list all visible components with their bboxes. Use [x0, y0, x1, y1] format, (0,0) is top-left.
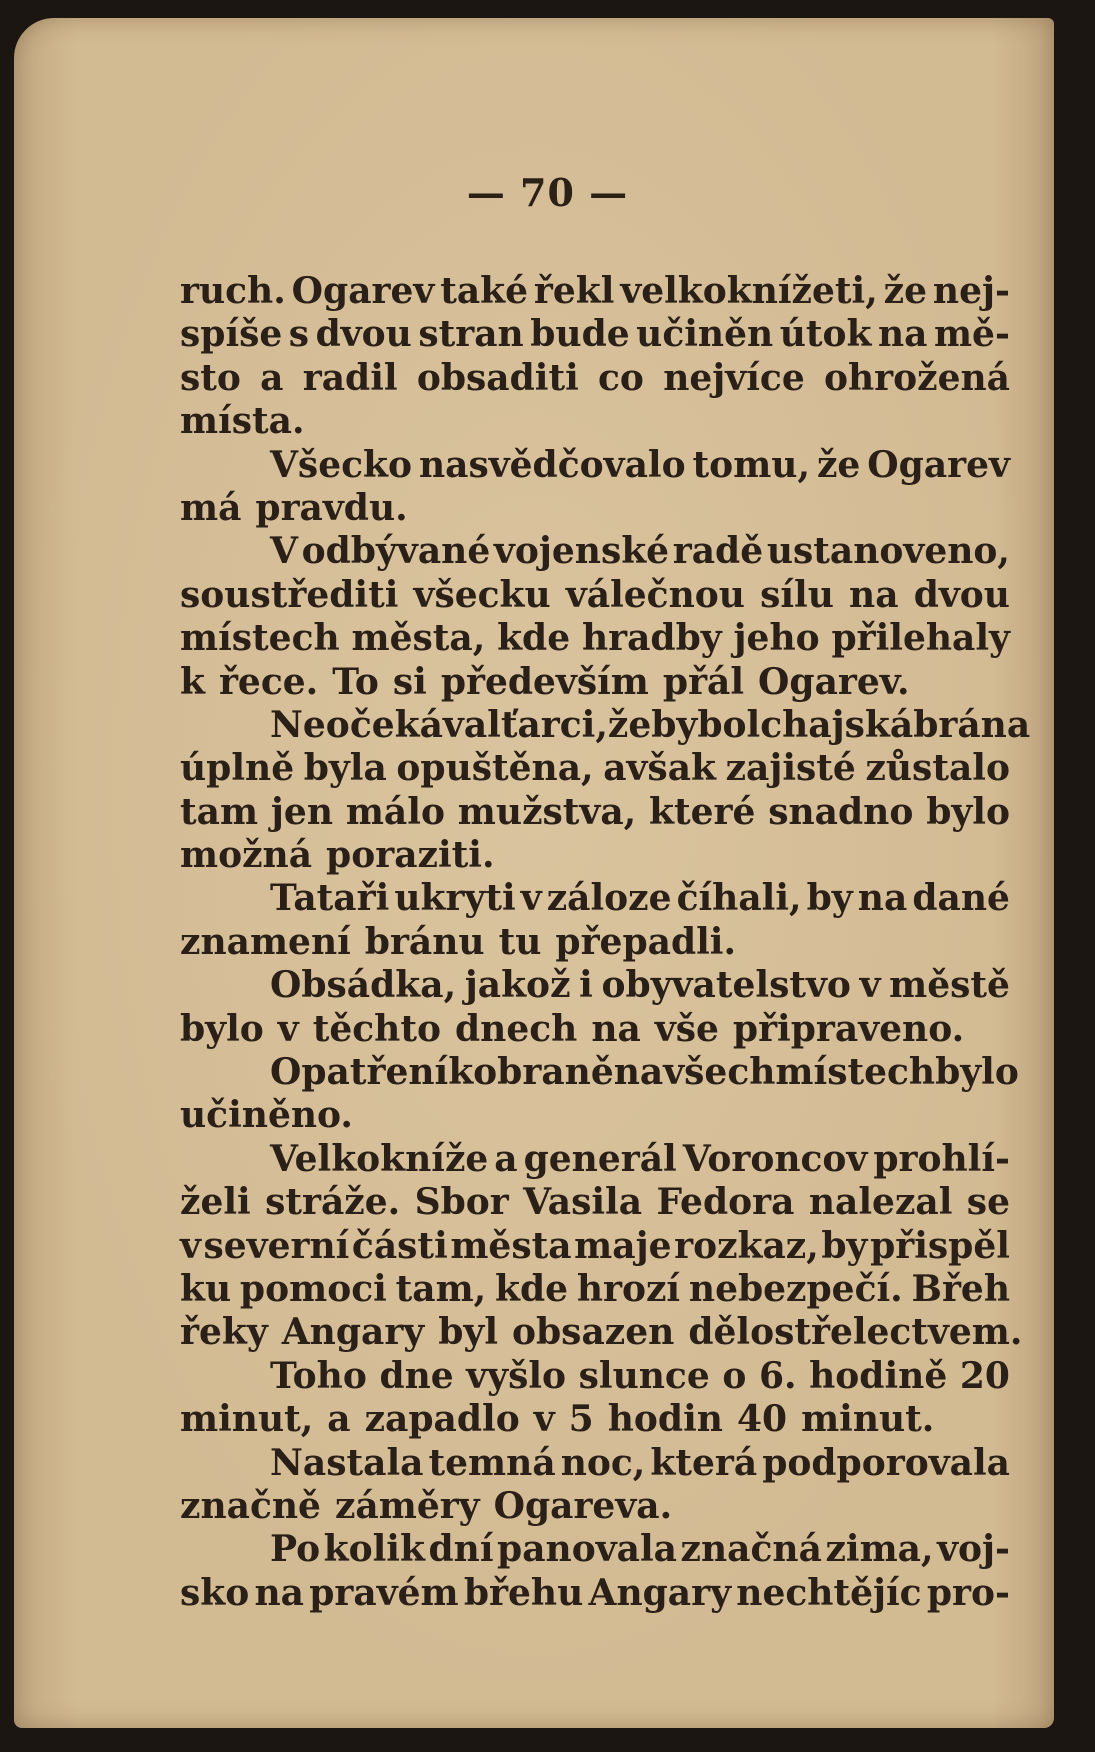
word: místech — [180, 617, 340, 660]
word: vojenské — [493, 530, 670, 573]
word: která — [650, 1441, 758, 1484]
text-line — [180, 1485, 1010, 1528]
text-line — [180, 1268, 1010, 1311]
word: nasvědčovalo — [418, 443, 686, 486]
word: učiněno. — [180, 1094, 353, 1137]
word: že — [607, 703, 652, 746]
word: severní — [203, 1224, 350, 1267]
word: v — [180, 1224, 201, 1267]
word: 6. — [758, 1354, 797, 1397]
text-line — [180, 791, 1010, 834]
text-line — [180, 444, 1010, 487]
text-line — [180, 1442, 1010, 1485]
word: obyvatelstvo — [601, 964, 851, 1007]
word: byla — [303, 747, 387, 790]
word: zajisté — [725, 747, 856, 790]
word: hrozí — [576, 1267, 681, 1310]
word: v — [859, 964, 881, 1007]
word: To — [332, 660, 379, 703]
word: obraně — [473, 1051, 614, 1094]
word: se — [966, 1181, 1010, 1224]
word: zůstalo — [865, 747, 1010, 790]
word: Tataři — [270, 877, 390, 920]
word: nej- — [932, 270, 1010, 312]
word: ustanoveno, — [766, 530, 1010, 573]
word: pravdu. — [255, 486, 408, 529]
word: břehu — [463, 1571, 584, 1614]
word: minut. — [801, 1398, 935, 1441]
word: řece. — [218, 660, 319, 703]
word: si — [392, 660, 427, 703]
word: Nastala — [270, 1441, 424, 1484]
word: voj- — [937, 1528, 1010, 1571]
word: bylo — [935, 1051, 1019, 1094]
word: ku — [180, 1267, 232, 1310]
word: Obsádka, — [270, 964, 457, 1007]
word: Ogarev — [867, 443, 1010, 486]
text-line — [180, 964, 1010, 1007]
word: kolik — [323, 1528, 425, 1571]
word: dvou — [913, 573, 1010, 616]
word: dané — [912, 877, 1010, 920]
word: panovala — [497, 1528, 677, 1571]
text-line — [180, 487, 1010, 530]
word: dnech — [454, 1007, 578, 1050]
word: možná — [180, 834, 313, 877]
word: dělostřelectvem. — [688, 1311, 1023, 1354]
word: znamení — [180, 920, 351, 963]
word: 20 — [959, 1354, 1010, 1397]
word: co — [598, 356, 644, 399]
word: v — [520, 877, 542, 920]
word: by — [806, 877, 853, 920]
word: sílu — [760, 573, 834, 616]
word: temná — [428, 1441, 556, 1484]
word: dní — [428, 1528, 494, 1571]
word: přál — [662, 660, 745, 703]
word: že — [816, 443, 861, 486]
word: maje — [574, 1224, 672, 1267]
word: tam — [180, 790, 259, 833]
word: záloze — [546, 877, 672, 920]
word: Sbor — [414, 1181, 509, 1224]
word: pomoci — [239, 1267, 387, 1310]
word: přispěl — [870, 1224, 1010, 1267]
word: města — [450, 1224, 572, 1267]
word: radil — [302, 356, 398, 399]
word: na — [254, 1571, 304, 1614]
word: zima, — [825, 1528, 934, 1571]
word: mužstva, — [457, 790, 637, 833]
word: Po — [270, 1528, 321, 1571]
word: zapadlo — [364, 1398, 520, 1441]
text-line — [180, 1094, 1010, 1137]
word: 40 — [736, 1398, 788, 1441]
word: minut, — [180, 1398, 314, 1441]
word: v — [533, 1398, 555, 1441]
word: 5 — [568, 1398, 594, 1441]
word: řekl — [533, 270, 615, 312]
word: na — [591, 1007, 641, 1050]
word: přilehaly — [831, 617, 1010, 660]
word: soustřediti — [180, 573, 399, 616]
word: učiněn — [636, 313, 774, 356]
word: všecku — [413, 573, 551, 616]
word: ohrožená — [823, 356, 1010, 399]
word: úplně — [180, 747, 295, 790]
word: slunce — [578, 1354, 710, 1397]
word: má — [180, 486, 242, 529]
word: číhali, — [676, 877, 802, 920]
word: i — [579, 964, 593, 1007]
word: Neočekávalť — [270, 703, 518, 746]
word: s — [288, 313, 310, 356]
word: města, — [351, 617, 486, 660]
word: stráže. — [265, 1181, 401, 1224]
word: řeky — [180, 1311, 268, 1354]
word: že — [883, 270, 927, 312]
text-line — [180, 400, 1010, 443]
text-line — [180, 703, 1031, 747]
word: hodině — [809, 1354, 948, 1397]
word: brána — [913, 703, 1031, 746]
text-line — [180, 1051, 1019, 1094]
word: mě- — [933, 313, 1010, 356]
word: jen — [270, 790, 333, 833]
word: málo — [345, 790, 445, 833]
word: generál — [523, 1137, 677, 1180]
word: záměry — [334, 1484, 480, 1527]
word: nebezpečí. — [688, 1267, 903, 1310]
text-line — [180, 1572, 1010, 1615]
word: bylo — [180, 1007, 264, 1050]
word: na — [877, 313, 928, 356]
word: útok — [779, 313, 872, 356]
word: byl — [438, 1311, 498, 1354]
word: k — [180, 660, 205, 703]
text-line — [180, 1311, 1023, 1354]
word: nalezal — [808, 1181, 953, 1224]
text-line — [180, 1398, 1010, 1441]
word: Ogarev — [291, 270, 435, 312]
word: noc, — [560, 1441, 646, 1484]
word: značná — [680, 1528, 822, 1571]
word: bránu — [364, 920, 485, 963]
word: Angary — [281, 1311, 425, 1354]
word: snadno — [768, 790, 914, 833]
word: bude — [530, 313, 630, 356]
page-number: — 70 — — [466, 170, 629, 215]
text-line — [180, 574, 1010, 617]
word: dne — [379, 1354, 454, 1397]
word: přepadli. — [555, 920, 737, 963]
text-line — [180, 530, 1010, 573]
text-line — [180, 1181, 1010, 1224]
word: kde — [497, 617, 571, 660]
word: především — [440, 660, 649, 703]
word: hodin — [607, 1398, 723, 1441]
text-line — [180, 747, 1010, 790]
word: ruch. — [180, 270, 286, 312]
word: dvou — [315, 313, 412, 356]
word: prohlí- — [873, 1137, 1010, 1180]
word: Opatření — [270, 1051, 449, 1094]
word: připraveno. — [732, 1007, 965, 1050]
word: kde — [495, 1267, 569, 1310]
word: tomu, — [692, 443, 810, 486]
word: městě — [889, 964, 1010, 1007]
word: tam, — [395, 1267, 487, 1310]
word: také — [440, 270, 529, 312]
text-line — [180, 1008, 1010, 1051]
text-line — [180, 921, 1010, 964]
word: poraziti. — [326, 834, 495, 877]
word: nechtějíc — [736, 1571, 922, 1614]
text-line — [180, 661, 1010, 704]
word: na — [613, 1051, 664, 1094]
word: radě — [672, 530, 764, 573]
word: části — [351, 1224, 448, 1267]
word: značně — [180, 1484, 321, 1527]
word: podporovala — [762, 1441, 1010, 1484]
word: sko — [180, 1571, 250, 1614]
word: Břeh — [911, 1267, 1010, 1310]
word: stran — [418, 313, 524, 356]
word: a — [260, 356, 284, 399]
word: Vasila — [523, 1181, 643, 1224]
word: Voroncov — [682, 1137, 868, 1180]
word: Ogareva. — [493, 1484, 673, 1527]
word: bylo — [926, 790, 1010, 833]
text-line — [180, 877, 1010, 920]
body-text — [180, 270, 1031, 1615]
word: pravém — [309, 1571, 459, 1614]
word: všech — [663, 1051, 776, 1094]
text-line — [180, 313, 1010, 356]
word: odbývané — [301, 530, 491, 573]
word: k — [448, 1051, 474, 1094]
text-line — [180, 1138, 1010, 1181]
word: želi — [180, 1181, 251, 1224]
text-line — [180, 1225, 1010, 1268]
word: na — [849, 573, 899, 616]
word: vyšlo — [466, 1354, 567, 1397]
text-line — [180, 357, 1010, 400]
word: o — [722, 1354, 747, 1397]
word: tu — [498, 920, 542, 963]
text-line — [180, 270, 1010, 313]
word: válečnou — [565, 573, 745, 616]
word: místech — [775, 1051, 936, 1094]
word: velkoknížeti, — [620, 270, 878, 312]
word: těchto — [312, 1007, 441, 1050]
word: bolchajská — [697, 703, 914, 746]
word: by — [651, 703, 698, 746]
word: arci, — [517, 703, 608, 746]
word: Fedora — [656, 1181, 795, 1224]
text-line — [180, 617, 1010, 660]
word: Toho — [270, 1354, 367, 1397]
word: obsaditi — [416, 356, 579, 399]
word: obsazen — [512, 1311, 675, 1354]
word: ukryti — [394, 877, 516, 920]
word: hradby — [581, 617, 722, 660]
word: nejvíce — [663, 356, 805, 399]
word: Ogarev. — [758, 660, 910, 703]
word: Velkokníže — [270, 1137, 489, 1180]
word: které — [649, 790, 756, 833]
word: rozkaz, — [674, 1224, 819, 1267]
word: by — [821, 1224, 868, 1267]
word: Všecko — [270, 443, 412, 486]
word: jeho — [733, 617, 820, 660]
word: jakož — [464, 964, 571, 1007]
text-line — [180, 1355, 1010, 1398]
word: místa. — [180, 400, 305, 443]
text-line — [180, 834, 1010, 877]
text-line — [180, 1528, 1010, 1571]
word: na — [857, 877, 908, 920]
word: v — [277, 1007, 299, 1050]
word: avšak — [603, 747, 716, 790]
word: a — [494, 1137, 518, 1180]
word: Angary — [588, 1571, 732, 1614]
word: spíše — [180, 313, 283, 356]
word: vše — [654, 1007, 719, 1050]
word: opuštěna, — [396, 747, 594, 790]
word: V — [270, 530, 298, 573]
word: pro- — [926, 1571, 1010, 1614]
word: sto — [180, 356, 241, 399]
word: a — [327, 1398, 351, 1441]
